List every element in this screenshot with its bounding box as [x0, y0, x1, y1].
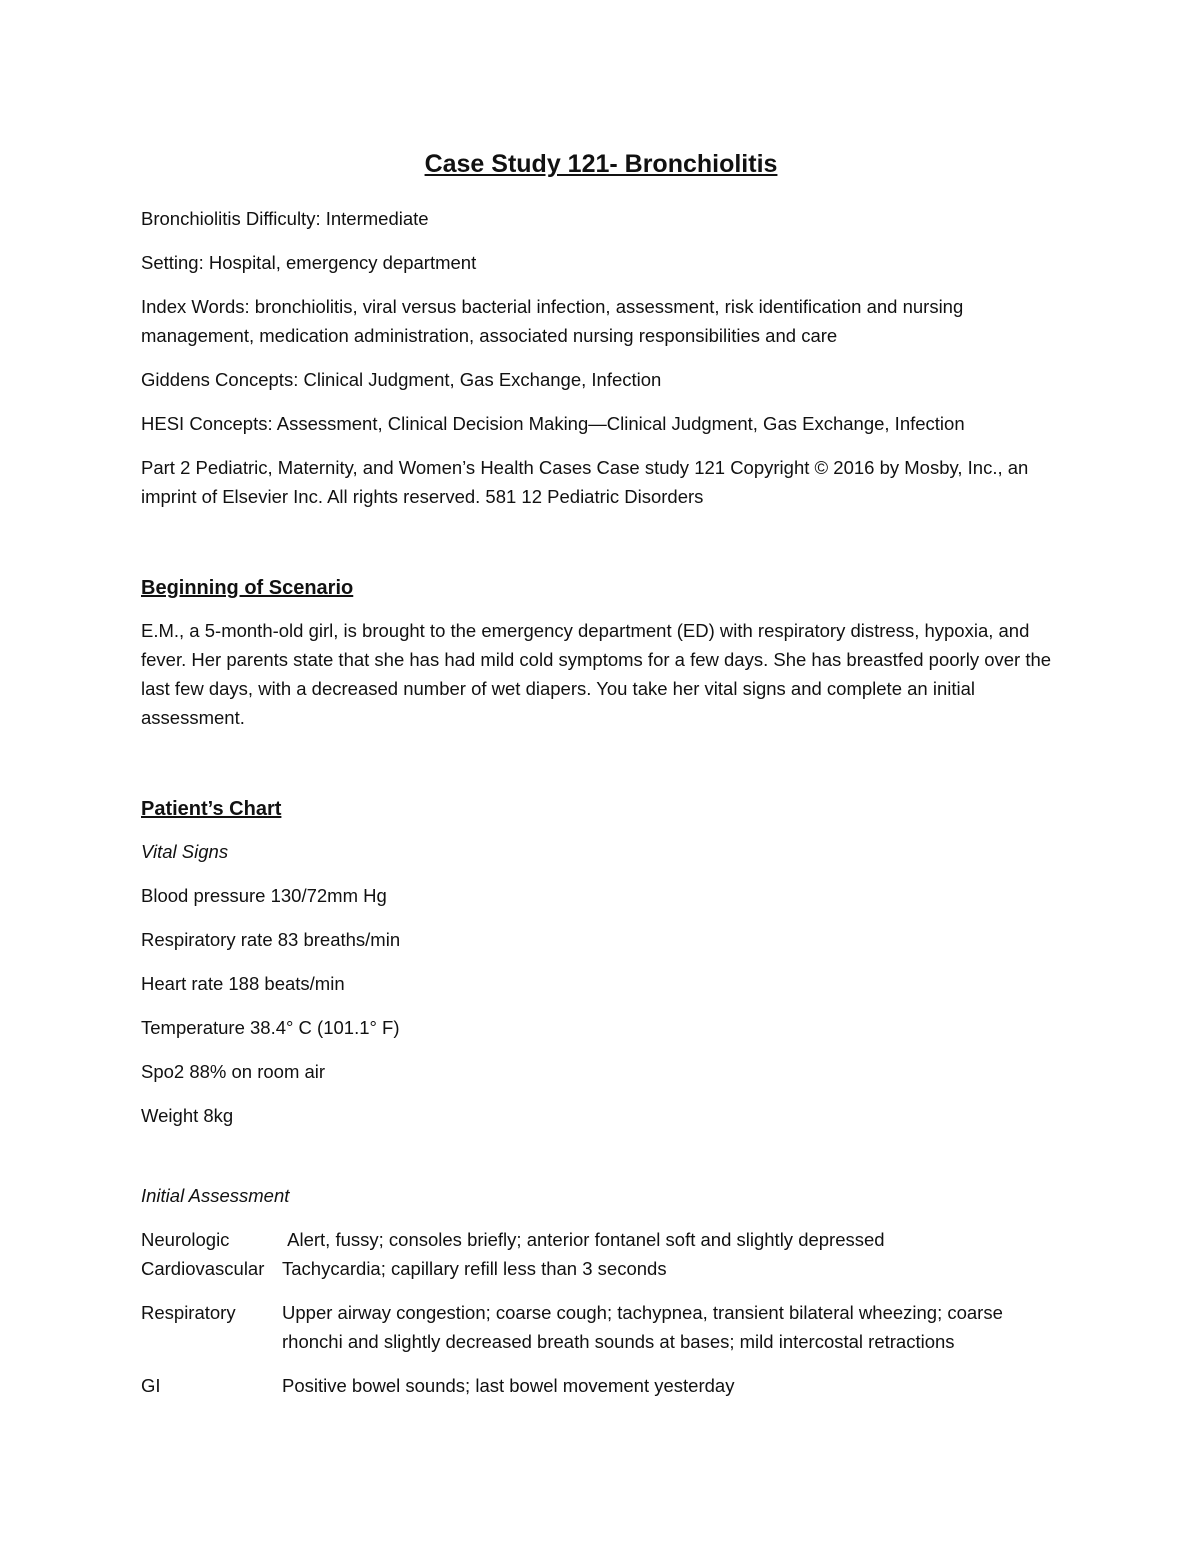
vital-blood-pressure: Blood pressure 130/72mm Hg [141, 885, 387, 906]
copyright-paragraph: Part 2 Pediatric, Maternity, and Women’s Health Cases Case study 121 Copyright © 2016 by Mosby, Inc., an imprint of Elsevier Inc. All rights reserved. 581 12 Pediatric Disorders [141, 457, 1029, 507]
scenario-heading: Beginning of Scenario [141, 577, 354, 599]
document-content [141, 142, 1061, 1415]
assessment-value: Alert, fussy; consoles briefly; anterior fontanel soft and slightly depressed [282, 1229, 885, 1250]
assessment-row-cardiovascular [141, 1254, 1061, 1283]
assessment-label: Respiratory [141, 1302, 236, 1323]
index-words-paragraph: Index Words: bronchiolitis, viral versus bacterial infection, assessment, risk identification and nursing management, medication administration, associated nursing responsibilities and care [141, 296, 964, 346]
hesi-concepts-line: HESI Concepts: Assessment, Clinical Decision Making—Clinical Judgment, Gas Exchange, Infection [141, 413, 965, 434]
assessment-label: Cardiovascular [141, 1258, 265, 1279]
vital-heart-rate: Heart rate 188 beats/min [141, 973, 345, 994]
vital-signs-heading: Vital Signs [141, 841, 229, 862]
vital-respiratory-rate: Respiratory rate 83 breaths/min [141, 929, 401, 950]
assessment-value: Tachycardia; capillary refill less than 3 seconds [282, 1258, 667, 1279]
vital-temperature: Temperature 38.4° C (101.1° F) [141, 1017, 400, 1038]
document-title: Case Study 121- Bronchiolitis [424, 150, 778, 178]
scenario-paragraph: E.M., a 5-month-old girl, is brought to the emergency department (ED) with respiratory distress, hypoxia, and fever. Her parents state that she has had mild cold symptoms for a few days. She has breastfed poorly over the last few days, with a decreased number of wet diapers. You take her vital signs and complete an initial assessment. [141, 620, 1052, 728]
assessment-label: Neurologic [141, 1229, 230, 1250]
assessment-value: Upper airway congestion; coarse cough; tachypnea, transient bilateral wheezing; coarse rhonchi and slightly decreased breath sounds at bases; mild intercostal retractions [282, 1302, 1003, 1352]
setting-line: Setting: Hospital, emergency department [141, 252, 477, 273]
difficulty-line: Bronchiolitis Difficulty: Intermediate [141, 208, 429, 229]
initial-assessment-heading: Initial Assessment [141, 1185, 290, 1206]
vital-spo2: Spo2 88% on room air [141, 1061, 326, 1082]
assessment-row-neurologic [141, 1225, 1061, 1254]
assessment-value: Positive bowel sounds; last bowel movement yesterday [282, 1375, 735, 1396]
assessment-label: GI [141, 1375, 161, 1396]
vital-weight: Weight 8kg [141, 1105, 234, 1126]
assessment-row-gi [141, 1371, 1061, 1400]
patient-chart-heading: Patient’s Chart [141, 798, 282, 820]
giddens-concepts-line: Giddens Concepts: Clinical Judgment, Gas Exchange, Infection [141, 369, 662, 390]
assessment-row-respiratory [141, 1298, 1061, 1356]
